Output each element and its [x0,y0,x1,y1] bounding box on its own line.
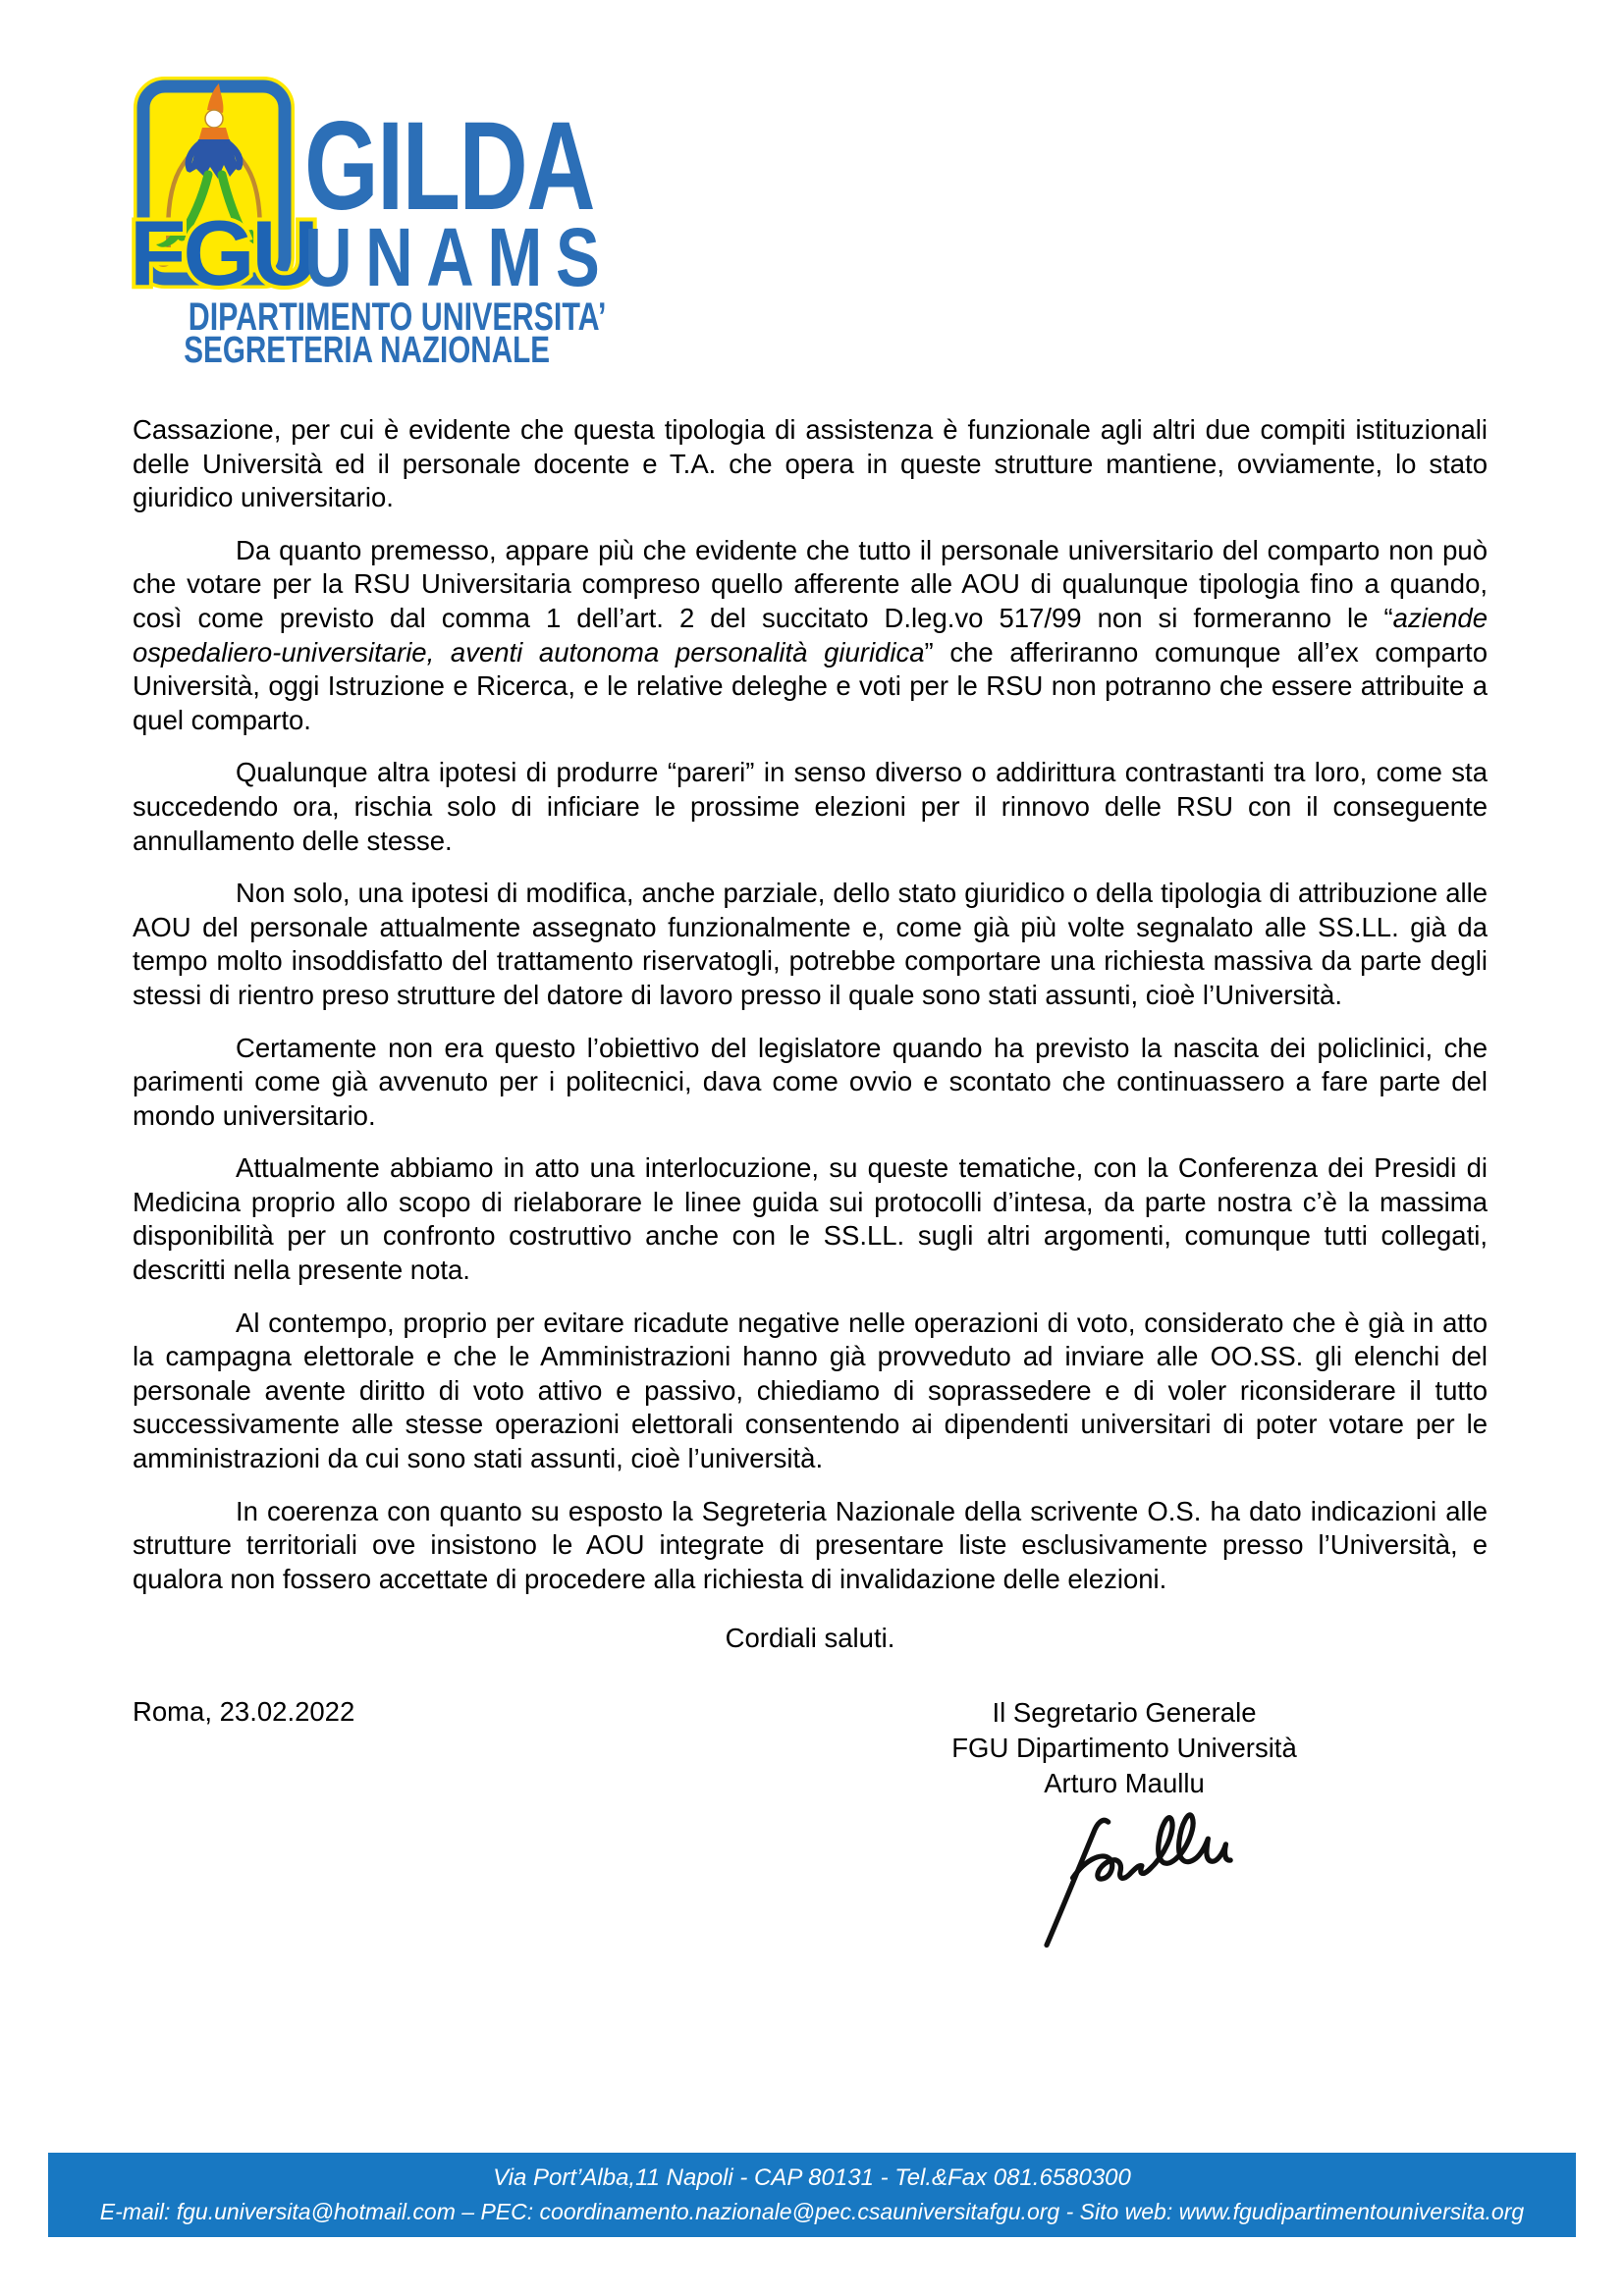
paragraph-segment: Qualunque altra ipotesi di produrre “pareri” in senso diverso o addirittura contrastanti tra loro, come sta succedendo ora, rischia solo di inficiare le prossime elezioni per il rinnovo delle RSU con il conseguente annullamento delle stesse. [133,757,1488,856]
place-date: Roma, 23.02.2022 [133,1696,355,1727]
paragraph [133,1151,1488,1287]
paragraph-segment: Al contempo, proprio per evitare ricadute negative nelle operazioni di voto, considerato che è già in atto la campagna elettorale e che le Amministrazioni hanno già provveduto ad inviare alle OO.SS. gli elenchi del personale avente diritto di voto attivo e passivo, chiediamo di soprassedere e di voler riconsiderare il tutto successivamente alle stesse operazioni elettorali consentendo ai dipendenti universitari di poter votare per le amministrazioni da cui sono stati assunti, cioè l’università. [133,1307,1488,1474]
department-line: DIPARTIMENTO UNIVERSITA’ [188,295,607,339]
paragraphs-container [133,413,1488,1596]
signatory-org: FGU Dipartimento Università [951,1733,1297,1763]
paragraph [133,1032,1488,1134]
paragraph [133,877,1488,1012]
closing-salutation: Cordiali saluti. [725,1623,895,1654]
signatory-block [889,1695,1360,1954]
paragraph [133,1495,1488,1597]
paragraph-segment: Certamente non era questo l’obiettivo del legislatore quando ha previsto la nascita dei policlinici, che parimenti come già avvenuto per i politecnici, dava come ovvio e scontato che continuassero a fare parte del mondo universitario. [133,1032,1488,1131]
paragraph [133,534,1488,738]
wordmark-gilda: GILDA [304,96,595,237]
paragraph [133,413,1488,515]
fgu-emblem-logo [130,77,316,304]
signature-row [133,1695,1488,1954]
paragraph-segment: In coerenza con quanto su esposto la Segreteria Nazionale della scrivente O.S. ha dato indicazioni alle strutture territoriali ove insistono le AOU integrate di presentare liste esclusivamente presso l’Università, e qualora non fossero accettate di procedere alla richiesta di invalidazione delle elezioni. [133,1495,1488,1594]
department-block [135,295,607,371]
logo-fgu-text: FGU [130,201,316,304]
paragraph-segment: Da quanto premesso, appare più che evidente che tutto il personale universitario del comparto non può che votare per la RSU Universitaria compreso quello afferente alle AOU di qualunque tipologia fino a quando, così come previsto dal comma 1 dell’art. 2 del succitato D.leg.vo 517/99 non si formeranno le “ [133,534,1488,633]
paragraph-segment: Cassazione, per cui è evidente che questa tipologia di assistenza è funzionale agli altri due compiti istituzionali delle Università ed il personale docente e T.A. che opera in queste strutture mantiene, ovviamente, lo stato giuridico universitario. [133,414,1488,513]
signatory-title: Il Segretario Generale [992,1697,1257,1728]
secretariat-line: SEGRETERIA NAZIONALE [184,330,550,371]
paragraph-segment: Attualmente abbiamo in atto una interlocuzione, su queste tematiche, con la Conferenza dei Presidi di Medicina proprio allo scopo di rielaborare le linee guida sui protocolli d’intesa, da parte nostra c’è la massima disponibilità per un confronto costruttivo anche con le SS.LL. sugli altri argomenti, comunque tutti collegati, descritti nella presente nota. [133,1152,1488,1286]
footer-contacts-line: E-mail: fgu.universita@hotmail.com – PEC: coordinamento.nazionale@pec.csauniversitafgu.org - Sito web: www.fgudipartimentouniversita.org [99,2199,1525,2224]
wordmark-unams: UNAMS [304,211,614,304]
paragraph [133,1307,1488,1476]
paragraph-italic-segment: aziende ospedaliero-universitarie, aventi autonoma personalità giuridica [133,602,1488,667]
footer-address-line: Via Port’Alba,11 Napoli - CAP 80131 - Tel.&Fax 081.6580300 [493,2164,1131,2191]
paragraph-segment: Non solo, una ipotesi di modifica, anche parziale, dello stato giuridico o della tipologia di attribuzione alle AOU del personale attualmente assegnato funzionalmente e, come già più volte segnalato alle SS.LL. già da tempo molto insoddisfatto del trattamento riservatogli, potrebbe comportare una richiesta massiva da parte degli stessi di rientro preso strutture del datore di lavoro presso il quale sono stati assunti, cioè l’Università. [133,878,1488,1010]
handwritten-signature [1015,1805,1246,1954]
paragraph [133,756,1488,858]
letter-body [133,413,1488,1954]
wordmark [304,96,690,304]
signatory-name: Arturo Maullu [1044,1768,1205,1798]
paragraph-segment: ” che afferiranno comunque all’ex comparto Università, oggi Istruzione e Ricerca, e le relative deleghe e voti per le RSU non potranno che essere attribuite a quel comparto. [133,636,1488,735]
footer-band [48,2153,1576,2237]
